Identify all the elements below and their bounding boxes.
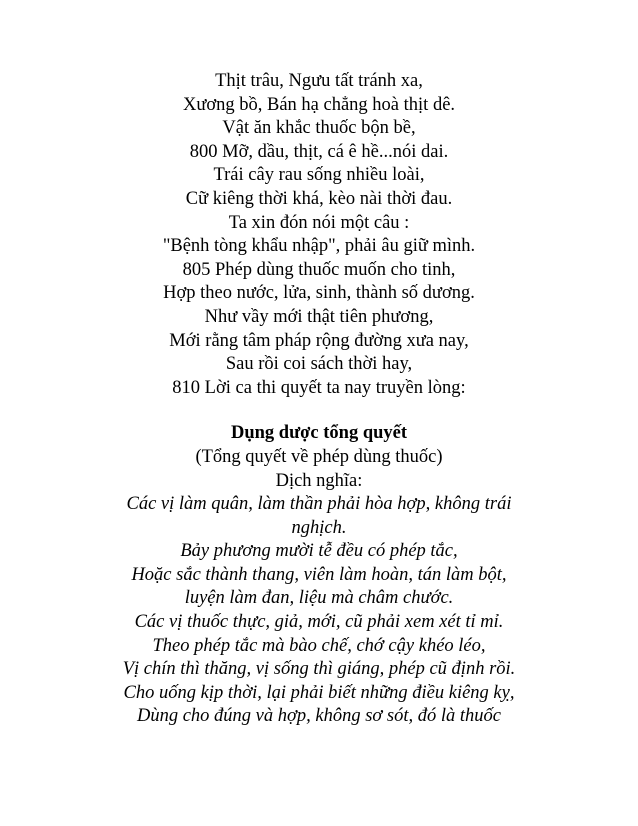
translation-line: Theo phép tắc mà bào chế, chớ cậy khéo léo,: [152, 635, 486, 656]
translation-line: Dùng cho đúng và hợp, không sơ sót, đó là thuốc: [136, 706, 502, 727]
translation-label: Dịch nghĩa:: [275, 470, 363, 491]
translation-line: Vị chín thì thăng, vị sống thì giáng, phép cũ định rồi.: [122, 659, 516, 680]
poem-line: Sau rồi coi sách thời hay,: [225, 354, 413, 375]
poem-block: [0, 70, 638, 400]
poem-line: Trái cây rau sống nhiều loài,: [213, 165, 425, 186]
document-page: [0, 70, 638, 729]
poem-line: "Bệnh tòng khẩu nhập", phải âu giữ mình.: [162, 236, 476, 257]
section-spacer: [0, 400, 638, 422]
translation-line: Bảy phương mười tễ đều có phép tắc,: [180, 541, 458, 562]
translation-line: luyện làm đan, liệu mà châm chước.: [184, 588, 454, 609]
poem-line: Ta xin đón nói một câu :: [228, 212, 410, 233]
translation-line: Các vị thuốc thực, giả, mới, cũ phải xem xét tỉ mỉ.: [134, 612, 504, 633]
section-title: Dụng dược tổng quyết: [230, 423, 408, 444]
translation-line: nghịch.: [291, 517, 347, 538]
poem-line: Như vầy mới thật tiên phương,: [204, 306, 434, 327]
section-subtitle: (Tổng quyết về phép dùng thuốc): [195, 446, 443, 467]
poem-line: Xương bồ, Bán hạ chẳng hoà thịt dê.: [182, 94, 456, 115]
poem-line: 810 Lời ca thi quyết ta nay truyền lòng:: [172, 377, 466, 398]
translation-line: Hoặc sắc thành thang, viên làm hoàn, tán làm bột,: [131, 564, 507, 585]
poem-line: Hợp theo nước, lửa, sinh, thành số dương.: [163, 283, 475, 304]
translation-line: Các vị làm quân, làm thần phải hòa hợp, không trái: [126, 494, 512, 515]
poem-line: Cữ kiêng thời khá, kèo nài thời đau.: [185, 188, 453, 209]
translation-line: Cho uống kịp thời, lại phải biết những điều kiêng kỵ,: [123, 682, 515, 703]
section-block: [0, 422, 638, 729]
poem-line: Vật ăn khắc thuốc bộn bề,: [222, 118, 416, 139]
poem-line: Mới rằng tâm pháp rộng đường xưa nay,: [169, 330, 469, 351]
poem-line: 800 Mỡ, dầu, thịt, cá ê hề...nói dai.: [189, 141, 449, 162]
poem-line: Thịt trâu, Ngưu tất tránh xa,: [215, 71, 423, 91]
poem-line: 805 Phép dùng thuốc muốn cho tinh,: [182, 259, 456, 280]
